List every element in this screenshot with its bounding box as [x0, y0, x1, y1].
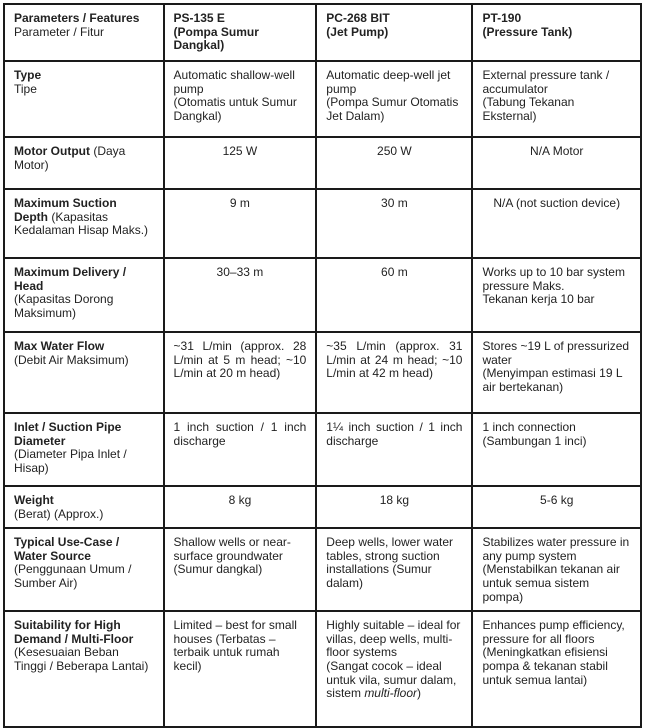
cell-product-3	[472, 611, 641, 727]
row-label	[4, 258, 164, 332]
row-label	[4, 611, 164, 727]
row-label	[4, 413, 164, 486]
cell-product-2	[316, 486, 472, 528]
header-product-1	[164, 4, 317, 61]
cell-text: 1¼ inch suction / 1 inch discharge	[326, 420, 463, 448]
product-3-name: PT-190	[482, 11, 522, 25]
comparison-table	[3, 3, 642, 728]
cell-product-3	[472, 413, 641, 486]
row-label-bold: Maximum Delivery / Head	[14, 265, 127, 293]
cell-text: ~31 L/min (approx. 28 L/min at 5 m head; ~10 L/min at 20 m head)	[173, 339, 307, 381]
table-row-usecase	[4, 528, 641, 611]
cell-product-2	[316, 61, 472, 137]
cell-product-3	[472, 137, 641, 189]
translation-text: (Sangat cocok – ideal untuk vila, sumur dalam, sistem	[326, 658, 457, 701]
header-param-cell	[4, 4, 164, 61]
table-row-pipe	[4, 413, 641, 486]
table-row-delivery	[4, 258, 641, 332]
cell-text-translation: (Otomatis untuk Sumur Dangkal)	[173, 95, 297, 123]
row-label-sub: (Kapasitas Dorong Maksimum)	[14, 292, 114, 320]
row-label-sub: (Diameter Pipa Inlet / Hisap)	[14, 447, 127, 475]
cell-text: Shallow wells or near-surface groundwater (Sumur dangkal)	[173, 535, 291, 577]
table-row-motor	[4, 137, 641, 189]
cell-text: Stores ~19 L of pressurized water	[482, 339, 630, 367]
cell-product-1	[164, 413, 317, 486]
table-row-type	[4, 61, 641, 137]
row-label-sub: (Daya Motor)	[14, 144, 126, 172]
cell-text: 30–33 m	[216, 265, 264, 279]
cell-text: ~35 L/min (approx. 31 L/min at 24 m head; ~10 L/min at 42 m head)	[326, 339, 463, 381]
cell-product-1	[164, 528, 317, 611]
table-row-flow	[4, 332, 641, 413]
cell-product-3	[472, 486, 641, 528]
cell-product-3	[472, 189, 641, 258]
product-3-subtitle: (Pressure Tank)	[482, 24, 573, 39]
row-label-sub: (Debit Air Maksimum)	[14, 352, 129, 367]
cell-text: N/A Motor	[530, 144, 584, 158]
cell-product-1	[164, 61, 317, 137]
cell-product-2	[316, 332, 472, 413]
cell-text: Automatic deep-well jet pump	[326, 68, 451, 96]
table-row-weight	[4, 486, 641, 528]
cell-product-2	[316, 413, 472, 486]
cell-text: 1 inch suction / 1 inch discharge	[173, 420, 307, 448]
cell-text: 250 W	[377, 144, 412, 158]
row-label-bold: Inlet / Suction Pipe Diameter	[14, 420, 122, 448]
cell-text: 5-6 kg	[540, 493, 574, 507]
row-label-bold: Typical Use-Case / Water Source	[14, 535, 120, 563]
row-label	[4, 61, 164, 137]
cell-text: Limited – best for small houses (Terbatas – terbaik untuk rumah kecil)	[173, 618, 297, 673]
row-label-sub: (Penggunaan Umum / Sumber Air)	[14, 562, 132, 590]
row-label	[4, 137, 164, 189]
cell-text: Automatic shallow-well pump	[173, 68, 295, 96]
cell-text-translation: (Meningkatkan efisiensi pompa & tekanan stabil untuk semua lantai)	[482, 645, 608, 687]
cell-product-3	[472, 258, 641, 332]
cell-text: 8 kg	[228, 493, 252, 507]
header-product-3	[472, 4, 641, 61]
cell-text: 30 m	[381, 196, 408, 210]
cell-product-2	[316, 611, 472, 727]
row-label-sub: (Kapasitas Kedalaman Hisap Maks.)	[14, 209, 149, 238]
cell-product-1	[164, 486, 317, 528]
cell-product-2	[316, 189, 472, 258]
cell-text: Enhances pump efficiency, pressure for all floors	[482, 618, 625, 646]
cell-text: 1 inch connection	[482, 420, 576, 434]
row-label-bold: Type	[14, 68, 42, 82]
cell-product-1	[164, 137, 317, 189]
cell-text-translation: (Menyimpan estimasi 19 L air bertekanan)	[482, 366, 623, 394]
cell-product-2	[316, 258, 472, 332]
header-product-2	[316, 4, 472, 61]
table-row-suitability	[4, 611, 641, 727]
cell-product-2	[316, 137, 472, 189]
cell-product-1	[164, 611, 317, 727]
cell-product-3	[472, 528, 641, 611]
cell-product-2	[316, 528, 472, 611]
translation-close-paren: )	[417, 686, 421, 701]
row-label-sub: (Berat) (Approx.)	[14, 506, 104, 521]
product-2-name: PC-268 BIT	[326, 11, 390, 25]
cell-product-1	[164, 258, 317, 332]
row-label-sub: Tipe	[14, 81, 37, 96]
row-label-bold: Suitability for High Demand / Multi-Floor	[14, 618, 134, 646]
cell-text-translation: (Tabung Tekanan Eksternal)	[482, 95, 575, 123]
cell-text: N/A (not suction device)	[493, 196, 621, 210]
row-label	[4, 528, 164, 611]
cell-text-translation: (Pompa Sumur Otomatis Jet Dalam)	[326, 95, 459, 123]
product-1-name: PS-135 E	[173, 11, 225, 25]
row-label-sub: (Kesesuaian Beban Tinggi / Beberapa Lantai)	[14, 645, 149, 673]
cell-product-1	[164, 189, 317, 258]
row-label-bold: Motor Output	[14, 144, 90, 158]
cell-text: 125 W	[222, 144, 258, 158]
cell-text: 18 kg	[379, 493, 410, 507]
cell-text-translation: (Menstabilkan tekanan air untuk semua sistem pompa)	[482, 562, 620, 604]
row-label-bold: Maximum Suction Depth	[14, 196, 117, 224]
row-label-bold: Weight	[14, 493, 54, 507]
row-label	[4, 189, 164, 258]
cell-text-translation: (Sambungan 1 inci)	[482, 433, 587, 448]
cell-text: 60 m	[381, 265, 408, 279]
product-2-subtitle: (Jet Pump)	[326, 24, 389, 39]
cell-product-3	[472, 332, 641, 413]
cell-text: Stabilizes water pressure in any pump system	[482, 535, 630, 563]
cell-text-translation: Tekanan kerja 10 bar	[482, 292, 595, 307]
cell-text: 9 m	[229, 196, 250, 210]
header-row	[4, 4, 641, 61]
cell-product-1	[164, 332, 317, 413]
translation-italic-term: multi-floor	[364, 686, 417, 701]
cell-text: Deep wells, lower water tables, strong suction installations (Sumur dalam)	[326, 535, 454, 590]
cell-text: Works up to 10 bar system pressure Maks.	[482, 265, 625, 293]
table-row-suction	[4, 189, 641, 258]
cell-text-translation	[326, 660, 462, 701]
row-label-bold: Max Water Flow	[14, 339, 105, 353]
row-label	[4, 486, 164, 528]
cell-product-3	[472, 61, 641, 137]
cell-text: Highly suitable – ideal for villas, deep wells, multi-floor systems	[326, 618, 461, 660]
cell-text: External pressure tank / accumulator	[482, 68, 610, 96]
row-label	[4, 332, 164, 413]
header-param-en: Parameters / Features	[14, 11, 140, 25]
product-1-subtitle: (Pompa Sumur Dangkal)	[173, 24, 259, 53]
header-param-id: Parameter / Fitur	[14, 24, 105, 39]
